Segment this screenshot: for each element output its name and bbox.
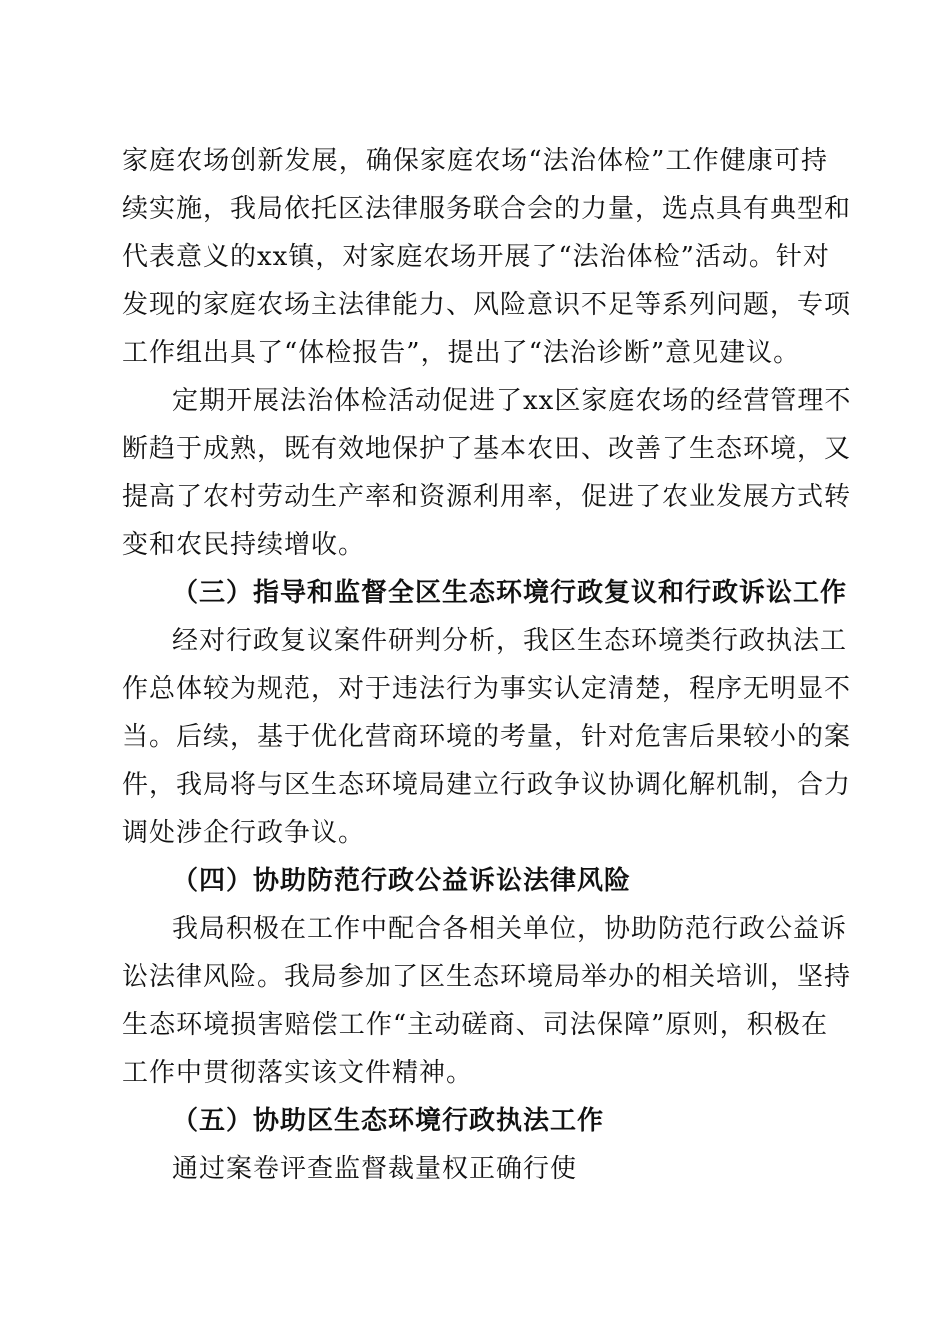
- paragraph-1-line-4: 发现的家庭农场主法律能力、风险意识不足等系列问题，专项: [122, 290, 852, 320]
- paragraph-3-line-3: 当。后续，基于优化营商环境的考量，针对危害后果较小的案: [122, 722, 852, 752]
- paragraph-2-line-4: 变和农民持续增收。: [122, 530, 366, 560]
- section-heading-3: （三）指导和监督全区生态环境行政复议和行政诉讼工作: [172, 578, 848, 608]
- paragraph-1-line-2: 续实施，我局依托区法律服务联合会的力量，选点具有典型和: [122, 194, 852, 224]
- section-heading-5: （五）协助区生态环境行政执法工作: [172, 1106, 605, 1136]
- paragraph-4-line-2: 讼法律风险。我局参加了区生态环境局举办的相关培训，坚持: [122, 962, 852, 992]
- paragraph-4-line-1: 我局积极在工作中配合各相关单位，协助防范行政公益诉: [172, 914, 848, 944]
- paragraph-2-line-1: 定期开展法治体检活动促进了xx区家庭农场的经营管理不: [172, 386, 852, 416]
- paragraph-1-line-5: 工作组出具了“体检报告”，提出了“法治诊断”意见建议。: [122, 338, 801, 368]
- paragraph-3-line-4: 件，我局将与区生态环境局建立行政争议协调化解机制，合力: [122, 770, 852, 800]
- paragraph-3-line-2: 作总体较为规范，对于违法行为事实认定清楚，程序无明显不: [122, 674, 852, 704]
- paragraph-5-line-1: 通过案卷评查监督裁量权正确行使: [172, 1154, 578, 1184]
- section-heading-4: （四）协助防范行政公益诉讼法律风险: [172, 866, 632, 896]
- paragraph-4-line-3: 生态环境损害赔偿工作“主动磋商、司法保障”原则，积极在: [122, 1010, 828, 1040]
- paragraph-1-line-1: 家庭农场创新发展，确保家庭农场“法治体检”工作健康可持: [122, 146, 828, 176]
- paragraph-3-line-1: 经对行政复议案件研判分析，我区生态环境类行政执法工: [172, 626, 848, 656]
- paragraph-2-line-2: 断趋于成熟，既有效地保护了基本农田、改善了生态环境，又: [122, 434, 852, 464]
- paragraph-3-line-5: 调处涉企行政争议。: [122, 818, 366, 848]
- paragraph-1-line-3: 代表意义的xx镇，对家庭农场开展了“法治体检”活动。针对: [122, 242, 830, 272]
- paragraph-2-line-3: 提高了农村劳动生产率和资源利用率，促进了农业发展方式转: [122, 482, 852, 512]
- paragraph-4-line-4: 工作中贯彻落实该文件精神。: [122, 1058, 474, 1088]
